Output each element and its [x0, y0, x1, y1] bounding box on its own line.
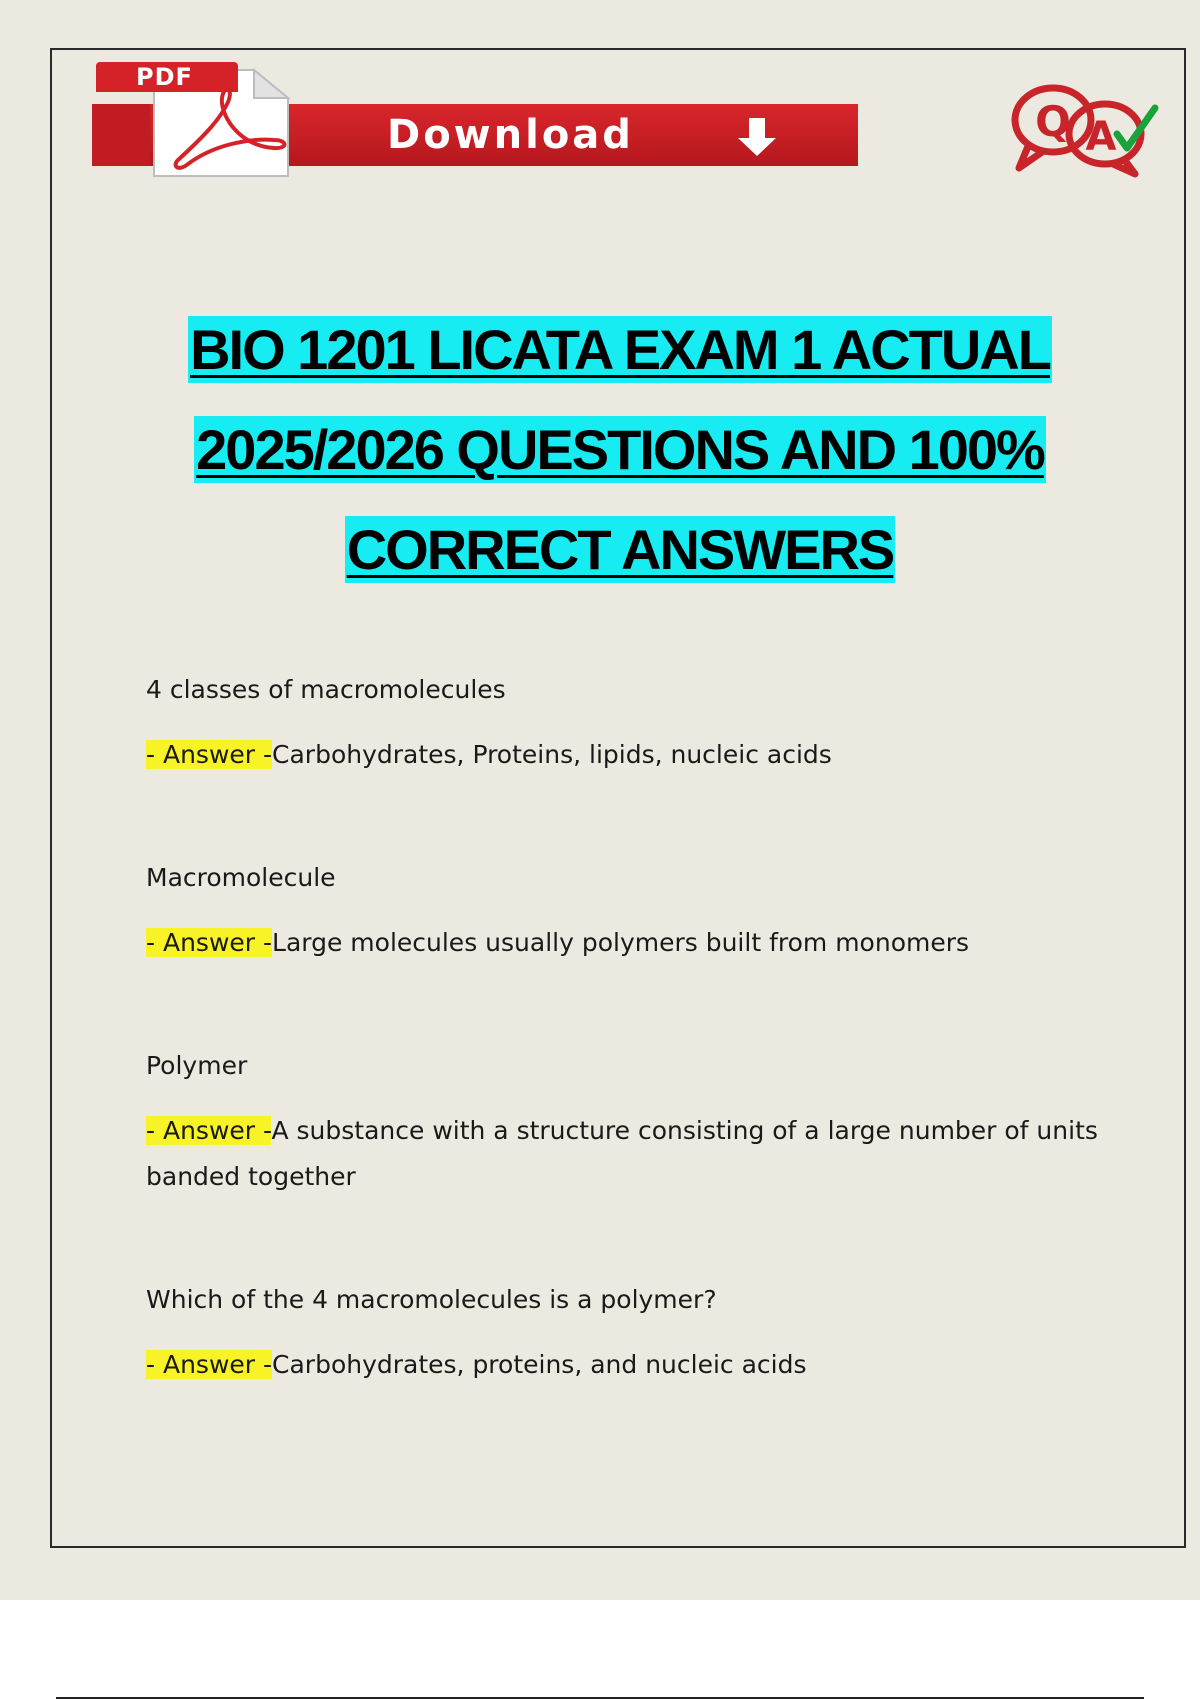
qa-logo	[1005, 78, 1165, 178]
answer-tag: - Answer -	[146, 928, 273, 957]
document-title	[100, 300, 1140, 600]
pdf-tag	[96, 62, 238, 92]
qa-item	[146, 668, 1106, 778]
answer-line	[146, 1108, 1106, 1200]
title-line-2: 2025/2026 QUESTIONS AND 100%	[196, 418, 1044, 481]
answer-text: A substance with a structure consisting of a large number of units banded together	[146, 1116, 1098, 1191]
qa-item	[146, 1044, 1106, 1200]
qa-item	[146, 1278, 1106, 1388]
answer-tag: - Answer -	[146, 740, 273, 769]
pdf-download-banner[interactable]	[92, 60, 860, 180]
download-arrow-icon	[732, 118, 782, 158]
answer-tag: - Answer -	[146, 1350, 273, 1379]
answer-text: Carbohydrates, proteins, and nucleic acids	[272, 1350, 807, 1379]
title-line-1: BIO 1201 LICATA EXAM 1 ACTUAL	[190, 318, 1050, 381]
download-label[interactable]: Download	[387, 112, 634, 158]
question-text: Which of the 4 macromolecules is a polymer?	[146, 1285, 717, 1314]
qa-item	[146, 856, 1106, 966]
answer-line	[146, 920, 1106, 966]
question-text: Macromolecule	[146, 863, 336, 892]
title-line-3: CORRECT ANSWERS	[346, 518, 894, 581]
answer-tag: - Answer -	[146, 1116, 272, 1145]
footer-rule	[56, 1697, 1144, 1699]
pdf-label: PDF	[136, 63, 193, 91]
qa-list	[146, 668, 1106, 1466]
answer-line	[146, 1342, 1106, 1388]
qa-q-letter: Q	[1035, 97, 1071, 146]
answer-text: Carbohydrates, Proteins, lipids, nucleic acids	[272, 740, 832, 769]
qa-a-letter: A	[1085, 114, 1117, 160]
qa-speech-bubbles-icon	[1005, 78, 1165, 178]
question-text: Polymer	[146, 1051, 248, 1080]
answer-text: Large molecules usually polymers built from monomers	[272, 928, 970, 957]
question-text: 4 classes of macromolecules	[146, 675, 506, 704]
answer-line	[146, 732, 1106, 778]
